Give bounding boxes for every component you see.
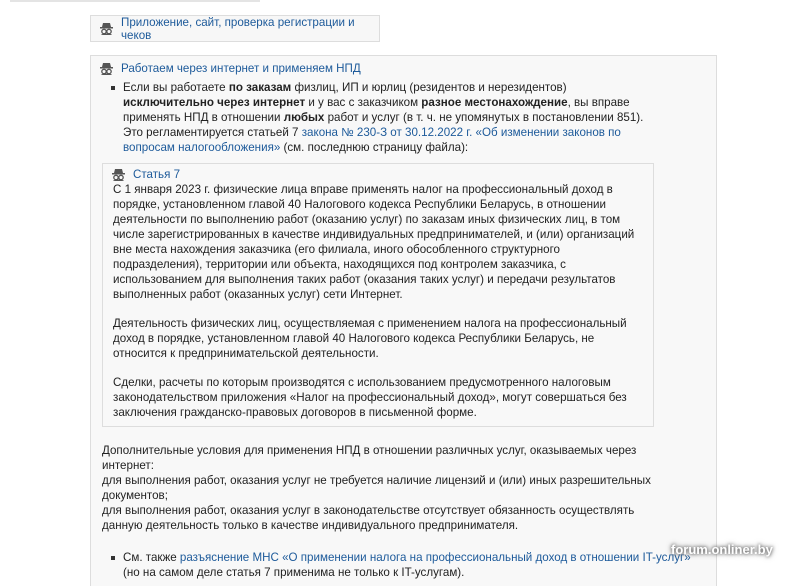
text: , вы вправе применять НПД в отношении [123,96,630,124]
spy-icon [112,168,125,181]
paragraph: Деятельность физических лиц, осуществляемая с применением налога на профессиональный доход в порядке, установленном главой 40 Налогового кодекса Республики Беларусь, не относится к предпринимательской деятельности. [113,317,627,360]
spoiler-header[interactable] [91,60,716,76]
paragraph: С 1 января 2023 г. физические лица вправе применять налог на профессиональный доход в порядке, установленном главой 40 Налогового кодекса Республики Беларусь, в отношении деятельности по выполнению работ (оказанию услуг) по заказам иных физических лиц, в том числе зарегистрированных в качестве индивидуальных предпринимателей, и (или) организаций вне места нахождения заказчика (его филиала, иного обособленного структурного подразделения), территории или объекта, находящихся под контролем заказчика, с использованием для выполнения таких работ (оказания таких услуг) и передачи результатов выполненных работ (оказанных услуг) сети Интернет. [113,183,635,301]
additional-conditions [102,443,672,533]
bold-text: исключительно через интернет [123,96,306,109]
spy-icon [100,22,113,35]
text-line: для выполнения работ, оказания услуг в законодательстве отсутствует обязанность осуществлять данную деятельность только в качестве индивидуального предпринимателя. [102,504,635,532]
list-item [107,550,698,580]
list-item [107,80,658,155]
mns-link[interactable]: разъяснение МНС «О применении налога на профессиональный доход в отношении IT-услуг» [179,551,691,564]
spy-icon [100,62,113,75]
divider [10,0,260,2]
text: (см. последнюю страницу файла): [280,141,469,154]
text-line: для выполнения работ, оказания услуг не требуется наличие лицензий и (или) иных разрешительных документов; [102,474,651,502]
watermark: forum.onliner.by [671,542,773,557]
text: См. также [123,551,180,564]
spoiler-header[interactable] [103,166,643,182]
spoiler-title[interactable]: Работаем через интернет и применяем НПД [121,61,361,75]
bold-text: разное местонахождение [421,96,568,109]
spoiler-app-site[interactable] [90,15,380,42]
bold-text: по заказам [228,81,292,94]
text: (но на самом деле статья 7 применима не только к IT-услугам). [123,566,465,579]
spoiler-title[interactable]: Приложение, сайт, проверка регистрации и чеков [121,15,355,42]
spoiler-article-7 [102,163,654,427]
spoiler-internet-npd [90,55,717,586]
law-link[interactable]: закона № 230-З от 30.12.2022 г. «Об изменении законов по вопросам налогообложения» [123,126,621,154]
text-line: Дополнительные условия для применения НПД в отношении различных услуг, оказываемых через интернет: [102,444,637,472]
text: и у вас с заказчиком [305,96,422,109]
bold-text: любых [283,111,325,124]
text: работ и услуг (в т. ч. не упомянутых в постановлении 851). Это регламентируется статьей 7 [123,111,644,139]
text: Если вы работаете [123,81,229,94]
paragraph: Сделки, расчеты по которым производятся с использованием предусмотренного налоговым законодательством приложения «Налог на профессиональный доход», могут совершаться без заключения гражданско-правовых договоров в письменной форме. [113,376,627,419]
spoiler-title[interactable]: Статья 7 [133,167,181,181]
text: физлиц, ИП и юрлиц (резидентов и нерезидентов) [291,81,567,94]
